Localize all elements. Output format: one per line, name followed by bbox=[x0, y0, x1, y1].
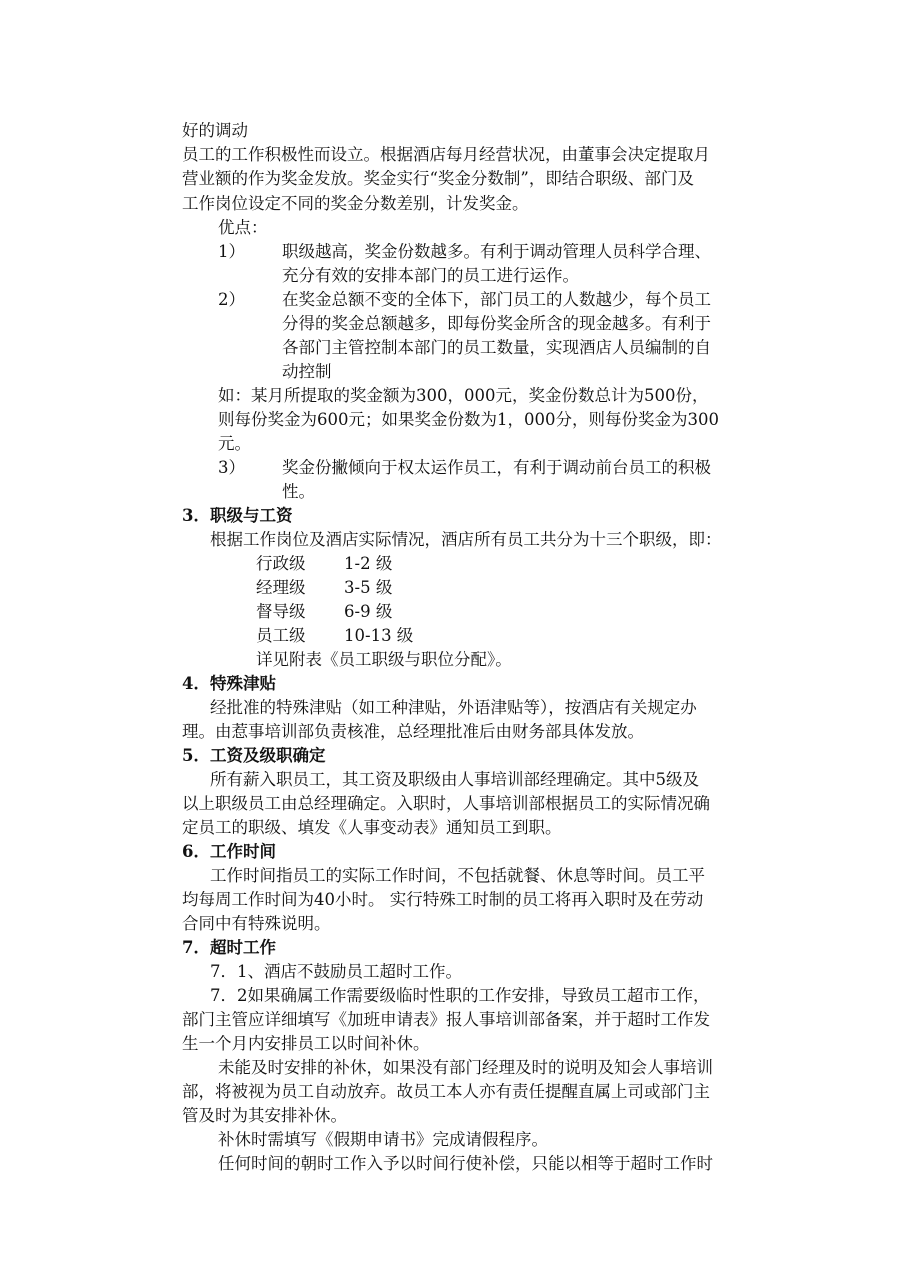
level-name: 员工级 bbox=[256, 626, 306, 645]
text-line: 均每周工作时间为40小时。 实行特殊工时制的员工将再入职时及在劳动 bbox=[182, 890, 704, 909]
list-item-text: 各部门主管控制本部门的员工数量，实现酒店人员编制的自 bbox=[282, 338, 711, 357]
text-line: 以上职级员工由总经理确定。入职时，人事培训部根据员工的实际情况确 bbox=[182, 794, 710, 813]
example-text: 则每份奖金为600元；如果奖金份数为1，000分，则每份奖金为300 bbox=[218, 410, 719, 429]
level-range: 1-2 级 bbox=[344, 554, 393, 573]
text-line: 根据工作岗位及酒店实际情况，酒店所有员工共分为十三个职级，即： bbox=[210, 530, 722, 549]
level-name: 督导级 bbox=[256, 602, 306, 621]
list-item-text: 分得的奖金总额越多，即每份奖金所含的现金越多。有利于 bbox=[282, 314, 711, 333]
text-line: 生一个月内安排员工以时间补休。 bbox=[182, 1034, 430, 1053]
list-number: 2） bbox=[218, 290, 245, 309]
text-line: 定员工的职级、填发《人事变动表》通知员工到职。 bbox=[182, 818, 562, 837]
advantages-label: 优点： bbox=[218, 218, 268, 237]
list-item-text: 在奖金总额不变的全体下，部门员工的人数越少，每个员工 bbox=[282, 290, 711, 309]
text-line: 工作时间指员工的实际工作时间，不包括就餐、休息等时间。员工平 bbox=[210, 866, 705, 885]
text-line: 工作岗位设定不同的奖金分数差别，计发奖金。 bbox=[182, 194, 529, 213]
text-line: 管及时为其安排补休。 bbox=[182, 1106, 347, 1125]
text-line: 部门主管应详细填写《加班申请表》报人事培训部备案，并于超时工作发 bbox=[182, 1010, 710, 1029]
text-line: 任何时间的朝时工作入予以时间行使补偿，只能以相等于超时工作时 bbox=[218, 1154, 713, 1173]
section-heading: 4．特殊津贴 bbox=[182, 674, 276, 693]
text-line: 员工的工作积极性而设立。根据酒店每月经营状况，由董事会决定提取月 bbox=[182, 145, 710, 164]
text-line: 补休时需填写《假期申请书》完成请假程序。 bbox=[218, 1130, 548, 1149]
list-item-text: 奖金份撇倾向于权太运作员工，有利于调动前台员工的积极 bbox=[282, 458, 711, 477]
level-range: 3-5 级 bbox=[344, 578, 393, 597]
list-item-text: 职级越高，奖金份数越多。有利于调动管理人员科学合理、 bbox=[282, 242, 711, 261]
text-line: 好的调动 bbox=[182, 121, 248, 140]
section-heading: 6．工作时间 bbox=[182, 842, 276, 861]
list-item-text: 性。 bbox=[282, 482, 315, 501]
example-text: 如：某月所提取的奖金额为300，000元，奖金份数总计为500份， bbox=[218, 386, 709, 405]
section-heading: 5．工资及级职确定 bbox=[182, 746, 326, 765]
level-range: 6-9 级 bbox=[344, 602, 393, 621]
level-name: 经理级 bbox=[256, 578, 306, 597]
list-item-text: 充分有效的安排本部门的员工进行运作。 bbox=[282, 266, 579, 285]
list-number: 1） bbox=[218, 242, 245, 261]
example-text: 元。 bbox=[218, 434, 251, 453]
text-line: 合同中有特殊说明。 bbox=[182, 914, 331, 933]
text-line: 理。由惹事培训部负责核准，总经理批准后由财务部具体发放。 bbox=[182, 722, 644, 741]
text-line: 详见附表《员工职级与职位分配》。 bbox=[256, 650, 512, 669]
level-name: 行政级 bbox=[256, 554, 306, 573]
list-item-text: 动控制 bbox=[282, 362, 332, 381]
text-line: 7．2如果确属工作需要级临时性职的工作安排，导致员工超市工作， bbox=[210, 986, 710, 1005]
text-line: 未能及时安排的补休，如果没有部门经理及时的说明及知会人事培训 bbox=[218, 1058, 713, 1077]
text-line: 部，将被视为员工自动放弃。故员工本人亦有责任提醒直属上司或部门主 bbox=[182, 1082, 710, 1101]
section-heading: 7．超时工作 bbox=[182, 938, 276, 957]
level-range: 10-13 级 bbox=[344, 626, 414, 645]
text-line: 经批准的特殊津贴（如工种津贴，外语津贴等），按酒店有关规定办 bbox=[210, 698, 697, 717]
list-number: 3） bbox=[218, 458, 245, 477]
text-line: 营业额的作为奖金发放。奖金实行“奖金分数制”，即结合职级、部门及 bbox=[182, 169, 694, 188]
text-line: 所有薪入职员工，其工资及职级由人事培训部经理确定。其中5级及 bbox=[210, 770, 699, 789]
text-line: 7．1、酒店不鼓励员工超时工作。 bbox=[210, 962, 462, 981]
section-heading: 3．职级与工资 bbox=[182, 506, 293, 525]
